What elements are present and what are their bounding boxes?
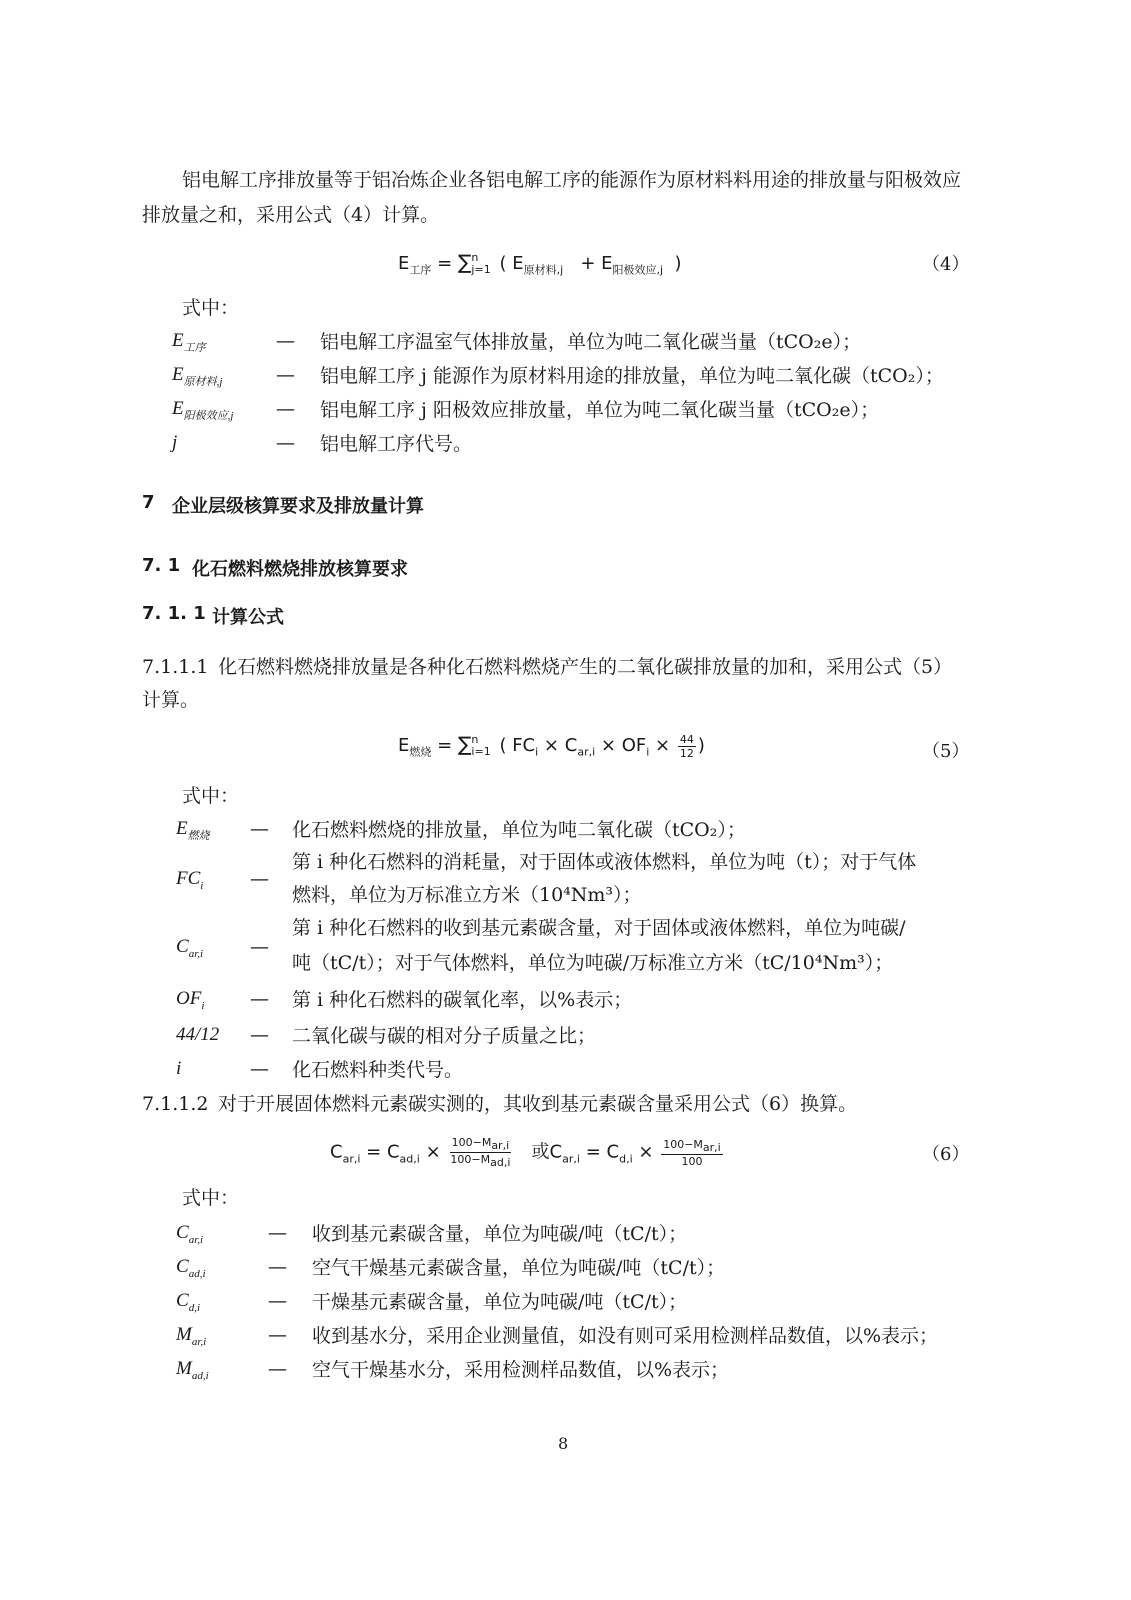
def-row: $C_{ad,i}$ [176, 1256, 206, 1280]
where-label-6: 式中： [182, 1187, 240, 1209]
def-text: 第 i 种化石燃料的碳氧化率，以%表示； [292, 989, 633, 1011]
def-text: 吨（tC/t）；对于气体燃料，单位为吨碳/万标准立方米（tC/10⁴Nm³）； [292, 952, 894, 974]
def-text: 收到基元素碳含量，单位为吨碳/吨（tC/t）； [312, 1223, 688, 1245]
def-row: $E_{工序}$ [172, 330, 206, 354]
def-row: $C_{d,i}$ [176, 1290, 200, 1314]
def-text: 空气干燥基水分，采用检测样品数值，以%表示； [312, 1359, 730, 1381]
def-dash: — [268, 1222, 287, 1244]
def-dash: — [276, 330, 295, 352]
def-text: 第 i 种化石燃料的收到基元素碳含量，对于固体或液体燃料，单位为吨碳/ [292, 917, 906, 939]
intro-line-1: 铝电解工序排放量等于铝冶炼企业各铝电解工序的能源作为原材料料用途的排放量与阳极效应 [182, 169, 962, 191]
def-text: 干燥基元素碳含量，单位为吨碳/吨（tC/t）； [312, 1291, 688, 1313]
def-dash: — [250, 1024, 269, 1046]
def-dash: — [268, 1290, 287, 1312]
equation-6: $C_{ar,i} = C_{ad,i}$ × $\frac{100-M_{ar,i}}{100-M_{ad,i}}$ 或$C_{ar,i} = C_{d,i}$ × $\frac{100-M_{ar,i}}{100}$ [330, 1136, 721, 1170]
section-7-1-1-title: 计算公式 [212, 607, 284, 628]
section-7-title: 企业层级核算要求及排放量计算 [172, 496, 424, 517]
def-text: 化石燃料种类代号。 [292, 1059, 464, 1081]
def-dash: — [268, 1358, 287, 1380]
clause-7-1-1-2-number: 7.1.1.2 [142, 1093, 209, 1115]
def-text: 第 i 种化石燃料的消耗量，对于固体或液体燃料，单位为吨（t）；对于气体 [292, 851, 917, 873]
clause-7-1-1-1-line-1: 化石燃料燃烧排放量是各种化石燃料燃烧产生的二氧化碳排放量的加和，采用公式（5） [218, 656, 953, 678]
section-7-number: 7 [142, 492, 155, 513]
section-7-1-title: 化石燃料燃烧排放核算要求 [192, 559, 408, 580]
def-text: 铝电解工序代号。 [320, 433, 473, 455]
def-dash: — [250, 818, 269, 840]
def-text: 收到基水分，采用企业测量值，如没有则可采用检测样品数值，以%表示； [312, 1325, 939, 1347]
equation-4: $E_{工序}$ = ∑ n j=1 ( $E_{原材料,j}$ + $E_{阳极效应,j}$ ) [398, 250, 682, 277]
section-7-1-1-number: 7. 1. 1 [142, 603, 206, 624]
def-row: i [176, 1058, 182, 1079]
def-dash: — [268, 1324, 287, 1346]
intro-line-2: 排放量之和，采用公式（4）计算。 [142, 204, 440, 226]
def-dash: — [250, 868, 269, 890]
def-dash: — [268, 1256, 287, 1278]
page-number: 8 [558, 1434, 569, 1453]
def-row: $M_{ad,i}$ [176, 1358, 209, 1382]
def-row: $M_{ar,i}$ [176, 1324, 207, 1348]
section-7-1-number: 7. 1 [142, 555, 181, 576]
def-dash: — [276, 398, 295, 420]
def-row: $C_{ar,i}$ [176, 936, 204, 960]
def-text: 化石燃料燃烧的排放量，单位为吨二氧化碳（tCO₂）； [292, 819, 746, 841]
def-dash: — [276, 432, 295, 454]
def-text: 空气干燥基元素碳含量，单位为吨碳/吨（tC/t）； [312, 1257, 726, 1279]
def-row: $C_{ar,i}$ [176, 1222, 204, 1246]
equation-5-number: （5） [922, 741, 970, 762]
clause-7-1-1-1-line-2: 计算。 [142, 689, 200, 711]
equation-6-number: （6） [922, 1144, 970, 1165]
def-row: $OF_i$ [176, 988, 205, 1012]
def-row: $E_{阳极效应,j}$ [172, 398, 234, 422]
def-row: $E_{原材料,j}$ [172, 364, 223, 388]
where-label-5: 式中： [182, 785, 240, 807]
where-label-4: 式中： [182, 297, 240, 319]
def-dash: — [250, 1058, 269, 1080]
def-text: 铝电解工序 j 阳极效应排放量，单位为吨二氧化碳当量（tCO₂e）； [320, 399, 880, 421]
def-row: j [172, 432, 178, 453]
def-text: 铝电解工序温室气体排放量，单位为吨二氧化碳当量（tCO₂e）； [320, 331, 862, 353]
equation-5: $E_{燃烧}$ = ∑ n i=1 ( $FC_i \times C_{ar,i} \times OF_i$ × $\frac{44}{12}$ ) [398, 732, 705, 760]
def-dash: — [276, 364, 295, 386]
def-row: $E_{燃烧}$ [176, 818, 210, 842]
def-row: $FC_i$ [176, 868, 204, 892]
def-dash: — [250, 988, 269, 1010]
def-text: 燃料，单位为万标准立方米（10⁴Nm³）； [292, 884, 642, 906]
def-text: 铝电解工序 j 能源作为原材料用途的排放量，单位为吨二氧化碳（tCO₂）； [320, 365, 944, 387]
equation-4-number: （4） [922, 254, 970, 275]
clause-7-1-1-1-number: 7.1.1.1 [142, 656, 209, 678]
def-dash: — [250, 936, 269, 958]
clause-7-1-1-2-text: 对于开展固体燃料元素碳实测的，其收到基元素碳含量采用公式（6）换算。 [218, 1093, 858, 1115]
def-text: 二氧化碳与碳的相对分子质量之比； [292, 1025, 597, 1047]
def-row: 44/12 [176, 1024, 220, 1045]
